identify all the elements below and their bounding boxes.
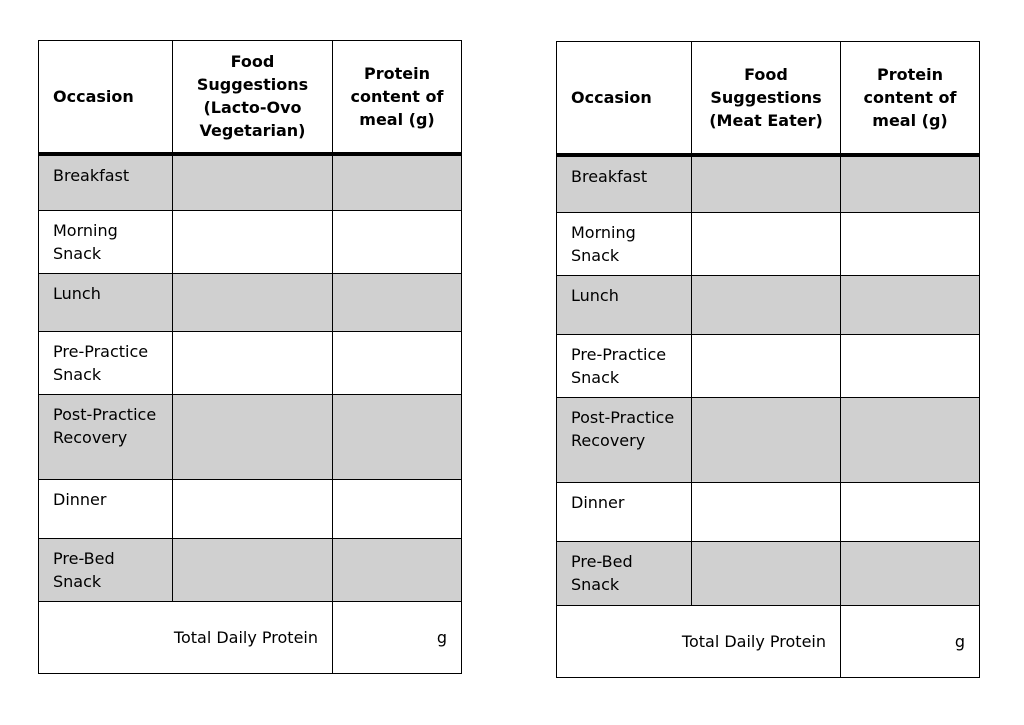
occasion-cell: Lunch: [39, 274, 173, 332]
protein-input-cell[interactable]: [841, 335, 980, 398]
protein-input-cell[interactable]: [841, 542, 980, 606]
total-row: [557, 606, 980, 678]
protein-input-cell[interactable]: [333, 480, 462, 539]
total-daily-protein-label: Total Daily Protein: [39, 602, 333, 674]
protein-content-header: Protein content of meal (g): [333, 41, 462, 154]
protein-input-cell[interactable]: [333, 274, 462, 332]
food-input-cell[interactable]: [173, 539, 333, 602]
protein-input-cell[interactable]: [841, 398, 980, 483]
food-input-cell[interactable]: [692, 335, 841, 398]
protein-input-cell[interactable]: [333, 211, 462, 274]
table-row: [39, 154, 462, 211]
table-row: [557, 155, 980, 213]
table-header-row: [557, 42, 980, 155]
occasion-cell: Dinner: [557, 483, 692, 542]
occasion-cell: Breakfast: [39, 154, 173, 211]
total-daily-protein-label: Total Daily Protein: [557, 606, 841, 678]
protein-input-cell[interactable]: [333, 395, 462, 480]
food-input-cell[interactable]: [692, 276, 841, 335]
occasion-cell: Breakfast: [557, 155, 692, 213]
table-header-row: [39, 41, 462, 154]
occasion-header: Occasion: [39, 41, 173, 154]
table-row: [557, 483, 980, 542]
table-row: [39, 395, 462, 480]
table-row: [557, 542, 980, 606]
occasion-cell: Post-Practice Recovery: [557, 398, 692, 483]
occasion-cell: Pre-Bed Snack: [557, 542, 692, 606]
meat-eater-protein-table: [556, 41, 980, 678]
food-input-cell[interactable]: [173, 480, 333, 539]
occasion-cell: Lunch: [557, 276, 692, 335]
table-row: [39, 480, 462, 539]
food-input-cell[interactable]: [692, 398, 841, 483]
total-daily-protein-value[interactable]: g: [841, 606, 980, 678]
protein-input-cell[interactable]: [841, 213, 980, 276]
food-input-cell[interactable]: [173, 332, 333, 395]
table-row: [39, 274, 462, 332]
table-row: [557, 213, 980, 276]
protein-input-cell[interactable]: [841, 483, 980, 542]
protein-input-cell[interactable]: [333, 332, 462, 395]
occasion-cell: Post-Practice Recovery: [39, 395, 173, 480]
occasion-cell: Pre-Practice Snack: [39, 332, 173, 395]
occasion-cell: Morning Snack: [39, 211, 173, 274]
food-input-cell[interactable]: [692, 483, 841, 542]
table-row: [39, 211, 462, 274]
protein-content-header: Protein content of meal (g): [841, 42, 980, 155]
food-input-cell[interactable]: [173, 274, 333, 332]
occasion-cell: Pre-Practice Snack: [557, 335, 692, 398]
food-suggestions-header: Food Suggestions (Lacto-Ovo Vegetarian): [173, 41, 333, 154]
food-input-cell[interactable]: [692, 542, 841, 606]
occasion-cell: Pre-Bed Snack: [39, 539, 173, 602]
total-row: [39, 602, 462, 674]
table-row: [39, 332, 462, 395]
table-row: [557, 398, 980, 483]
food-suggestions-header: Food Suggestions (Meat Eater): [692, 42, 841, 155]
food-input-cell[interactable]: [173, 211, 333, 274]
occasion-cell: Morning Snack: [557, 213, 692, 276]
protein-input-cell[interactable]: [333, 539, 462, 602]
table-row: [557, 335, 980, 398]
food-input-cell[interactable]: [173, 395, 333, 480]
occasion-header: Occasion: [557, 42, 692, 155]
occasion-cell: Dinner: [39, 480, 173, 539]
food-input-cell[interactable]: [692, 213, 841, 276]
protein-input-cell[interactable]: [841, 276, 980, 335]
food-input-cell[interactable]: [173, 154, 333, 211]
food-input-cell[interactable]: [692, 155, 841, 213]
table-row: [557, 276, 980, 335]
protein-input-cell[interactable]: [841, 155, 980, 213]
protein-input-cell[interactable]: [333, 154, 462, 211]
total-daily-protein-value[interactable]: g: [333, 602, 462, 674]
table-row: [39, 539, 462, 602]
vegetarian-protein-table: [38, 40, 462, 674]
